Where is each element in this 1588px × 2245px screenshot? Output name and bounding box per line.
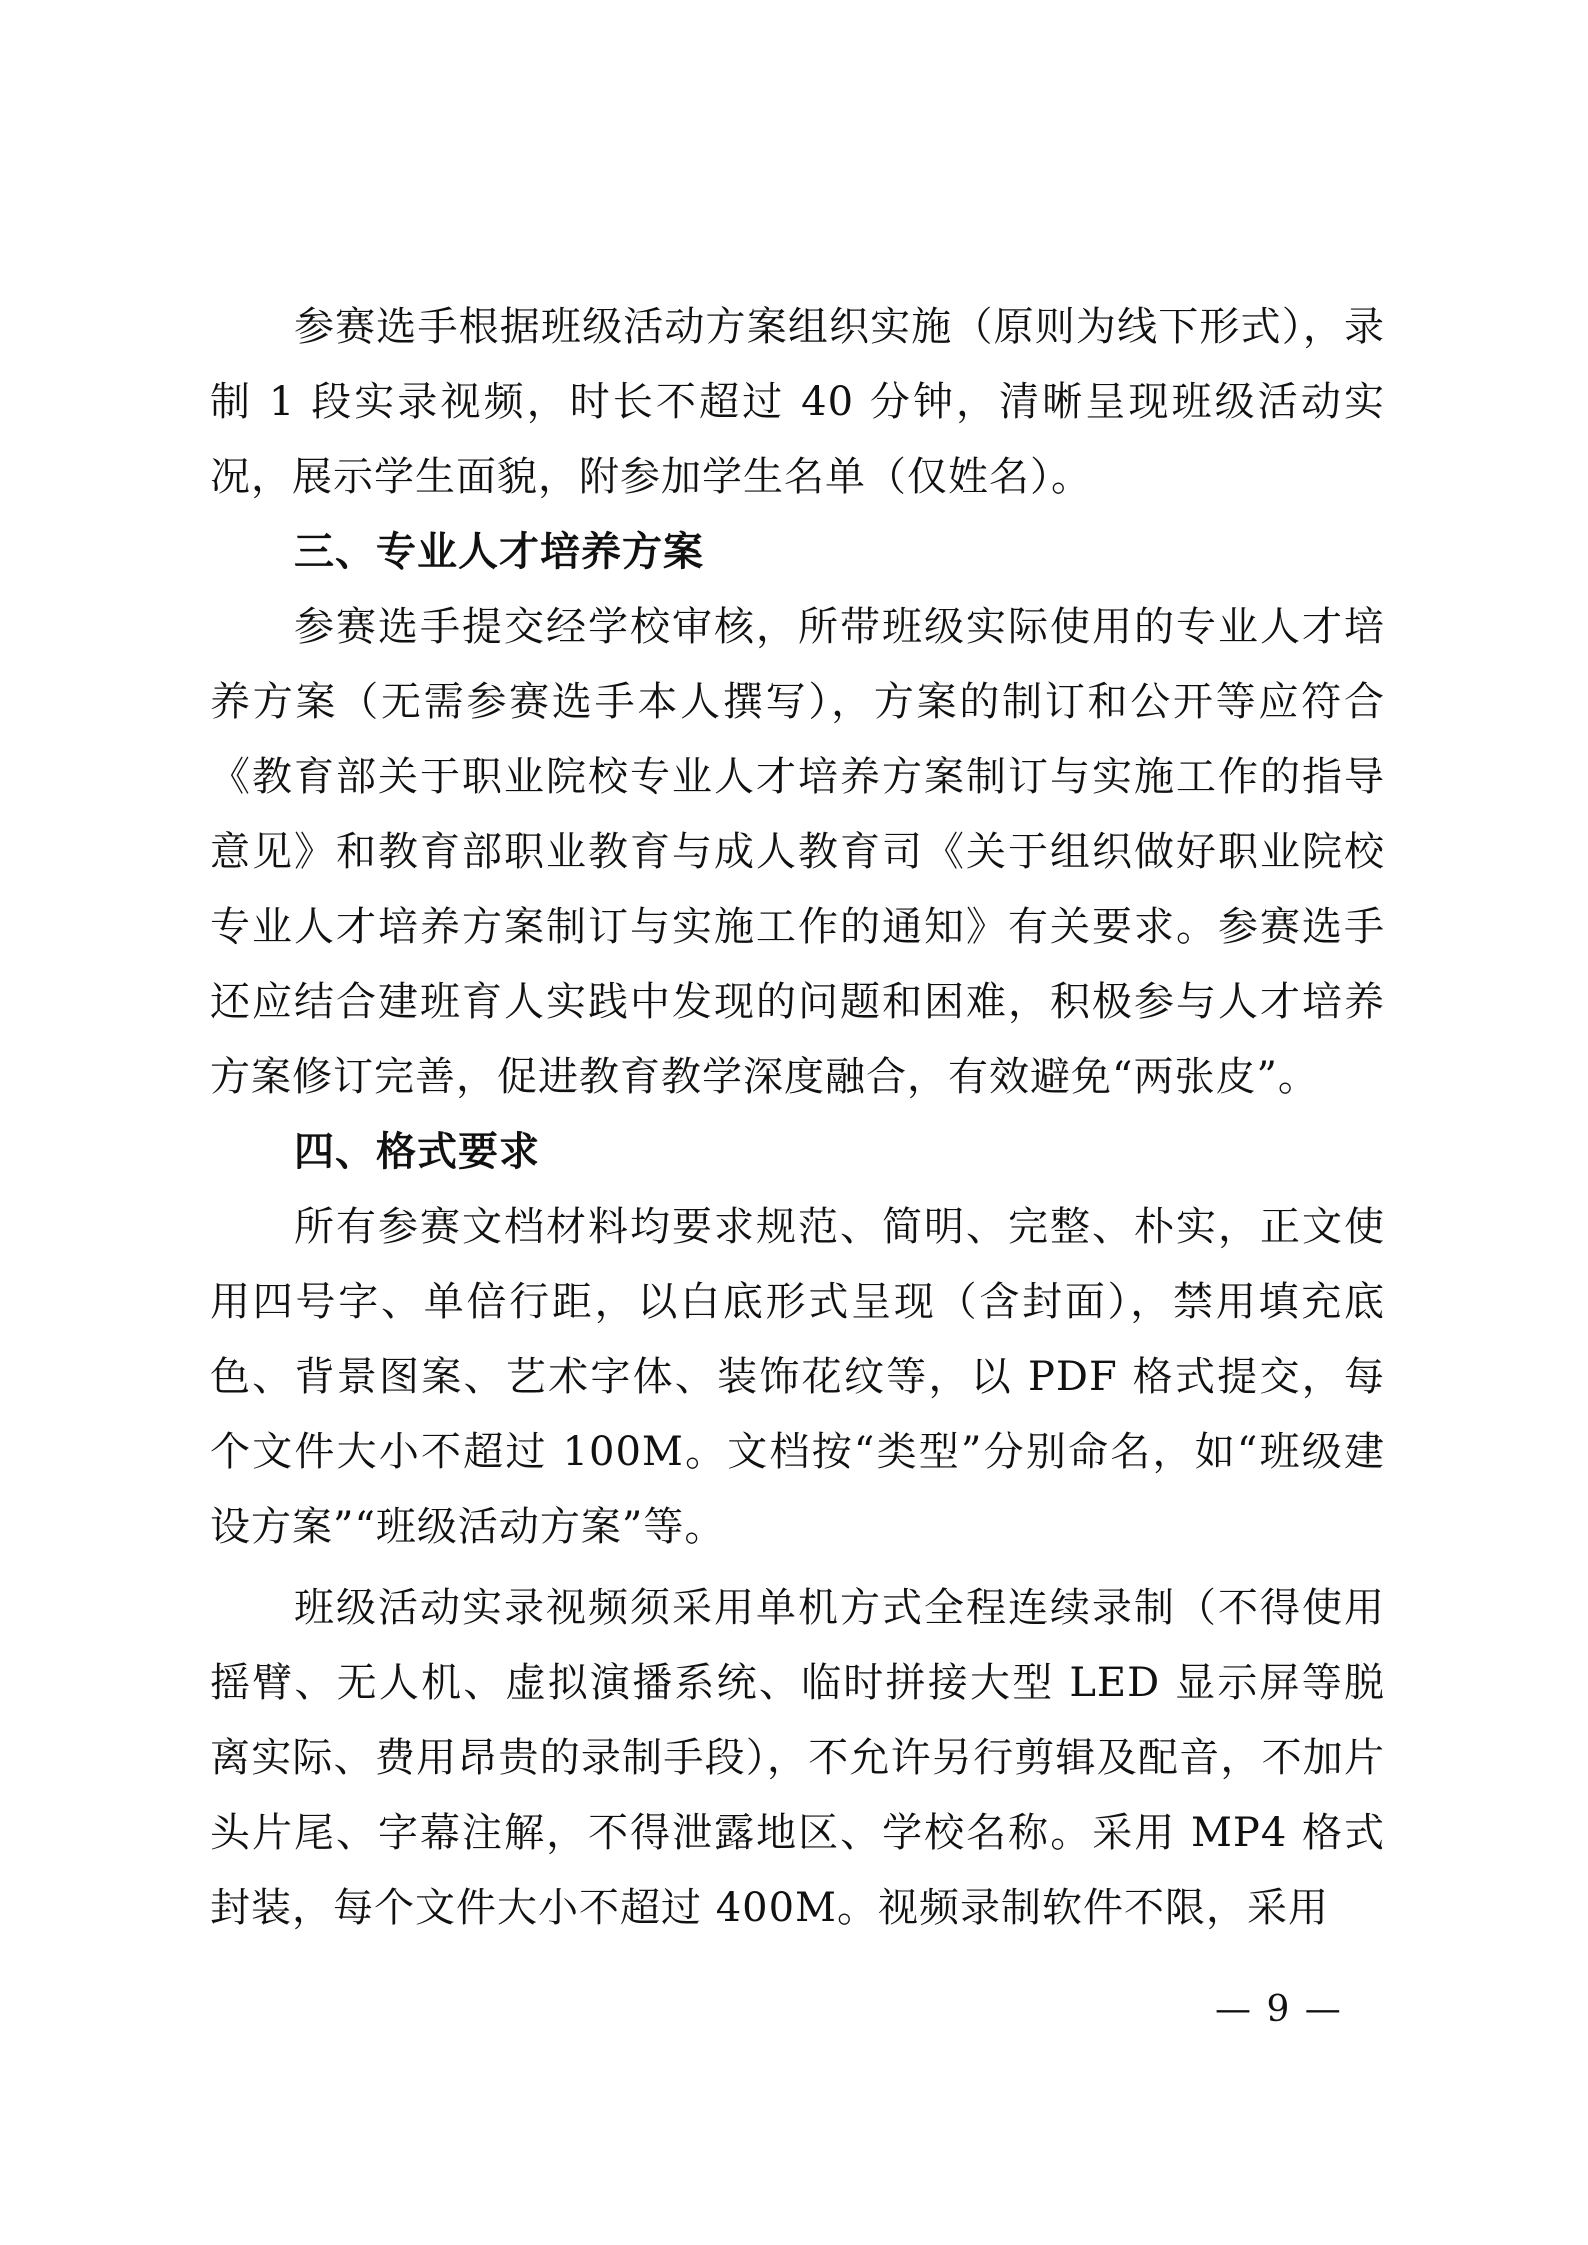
page-number: — 9 —	[1215, 1989, 1343, 2030]
paragraph-training-plan: 参赛选手提交经学校审核，所带班级实际使用的专业人才培养方案（无需参赛选手本人撰写），方案的制订和公开等应符合《教育部关于职业院校专业人才培养方案制订与实施工作的指导意见》和教育部职业教育与成人教育司《关于组织做好职业院校专业人才培养方案制订与实施工作的通知》有关要求。参赛选手还应结合建班育人实践中发现的问题和困难，积极参与人才培养方案修订完善，促进教育教学深度融合，有效避免“两张皮”。	[210, 604, 1385, 1100]
document-body	[210, 290, 1385, 1946]
heading-section-4: 四、格式要求	[294, 1129, 540, 1175]
paragraph-format-documents: 所有参赛文档材料均要求规范、简明、完整、朴实，正文使用四号字、单倍行距，以白底形式呈现（含封面），禁用填充底色、背景图案、艺术字体、装饰花纹等，以 PDF 格式提交，每个文件大小不超过 100M。文档按“类型”分别命名，如“班级建设方案”“班级活动方案”等。	[210, 1204, 1385, 1550]
paragraph-activity-video: 参赛选手根据班级活动方案组织实施（原则为线下形式），录制 1 段实录视频，时长不超过 40 分钟，清晰呈现班级活动实况，展示学生面貌，附参加学生名单（仅姓名）。	[210, 304, 1385, 500]
paragraph-format-video: 班级活动实录视频须采用单机方式全程连续录制（不得使用摇臂、无人机、虚拟演播系统、临时拼接大型 LED 显示屏等脱离实际、费用昂贵的录制手段），不允许另行剪辑及配音，不加片头片尾、字幕注解，不得泄露地区、学校名称。采用 MP4 格式封装，每个文件大小不超过 400M。视频录制软件不限，采用	[210, 1585, 1385, 1931]
heading-section-3: 三、专业人才培养方案	[294, 529, 704, 575]
